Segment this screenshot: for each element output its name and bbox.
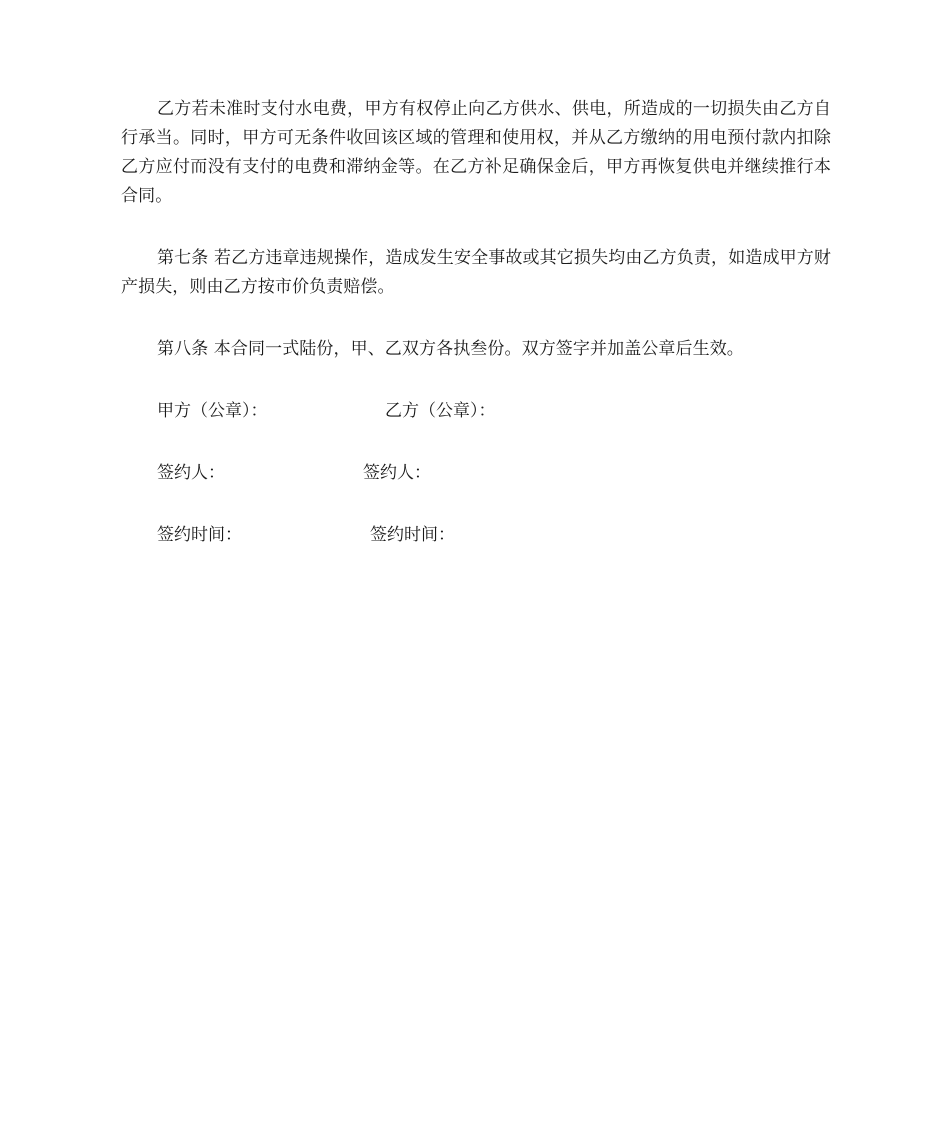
paragraph-article-7: 第七条 若乙方违章违规操作，造成发生安全事故或其它损失均由乙方负责，如造成甲方财产损失，则由乙方按市价负责赔偿。 — [121, 248, 831, 297]
party-a-signer-label: 签约人： — [157, 463, 225, 483]
paragraph-article-8: 第八条 本合同一式陆份，甲、乙双方各执叁份。双方签字并加盖公章后生效。 — [157, 339, 744, 359]
party-b-date-label: 签约时间： — [370, 525, 455, 545]
party-b-signer-label: 签约人： — [363, 463, 431, 483]
party-b-seal-label: 乙方（公章）： — [385, 401, 496, 421]
paragraph-utility-payment-clause: 乙方若未准时支付水电费，甲方有权停止向乙方供水、供电，所造成的一切损失由乙方自行承当。同时，甲方可无条件收回该区域的管理和使用权，并从乙方缴纳的用电预付款内扣除乙方应付而没有支付的电费和滞纳金等。在乙方补足确保金后，甲方再恢复供电并继续推行本合同。 — [121, 99, 831, 206]
party-a-date-label: 签约时间： — [157, 525, 242, 545]
party-a-seal-label: 甲方（公章）： — [157, 401, 268, 421]
